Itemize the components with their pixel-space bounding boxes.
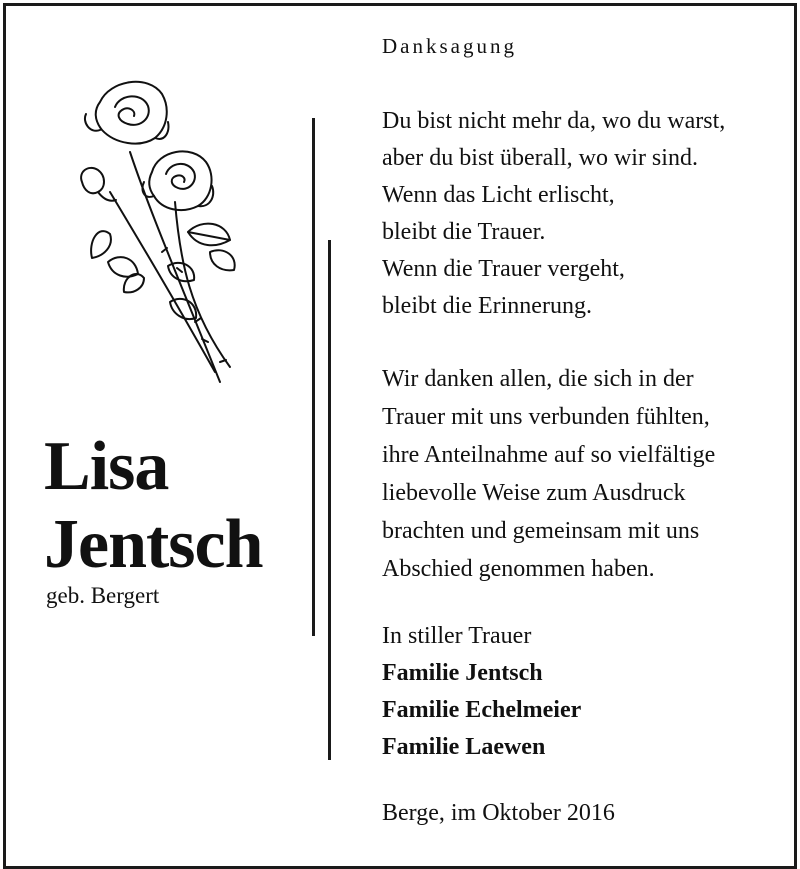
- deceased-first-name: Lisa: [44, 428, 169, 505]
- family-name: Familie Echelmeier: [382, 697, 582, 723]
- left-divider: [312, 118, 315, 636]
- thanks-line: Abschied genommen haben.: [382, 556, 655, 582]
- thanks-line: Wir danken allen, die sich in der: [382, 366, 694, 392]
- signoff: [382, 618, 768, 766]
- poem-line: bleibt die Erinnerung.: [382, 293, 592, 319]
- thanks-line: brachten und gemeinsam mit uns: [382, 518, 700, 544]
- poem-line: bleibt die Trauer.: [382, 219, 546, 245]
- thanks-line: liebevolle Weise zum Ausdruck: [382, 480, 686, 506]
- family-name: Familie Laewen: [382, 734, 546, 760]
- thanks-line: Trauer mit uns verbunden fühlten,: [382, 404, 710, 430]
- poem: [382, 103, 768, 325]
- poem-line: aber du bist überall, wo wir sind.: [382, 145, 698, 171]
- notice-heading: Danksagung: [382, 34, 517, 58]
- thanks-line: ihre Anteilnahme auf so vielfältige: [382, 442, 716, 468]
- poem-line: Wenn die Trauer vergeht,: [382, 256, 625, 282]
- roses-illustration-icon: [70, 72, 250, 392]
- signoff-intro: In stiller Trauer: [382, 623, 532, 649]
- deceased-last-name: Jentsch: [44, 506, 263, 583]
- family-name: Familie Jentsch: [382, 660, 543, 686]
- poem-line: Wenn das Licht erlischt,: [382, 182, 615, 208]
- right-divider: [328, 240, 331, 760]
- maiden-name: geb. Bergert: [46, 583, 160, 608]
- place-date: Berge, im Oktober 2016: [382, 800, 615, 826]
- poem-line: Du bist nicht mehr da, wo du warst,: [382, 108, 726, 134]
- thanks-text: [382, 360, 768, 588]
